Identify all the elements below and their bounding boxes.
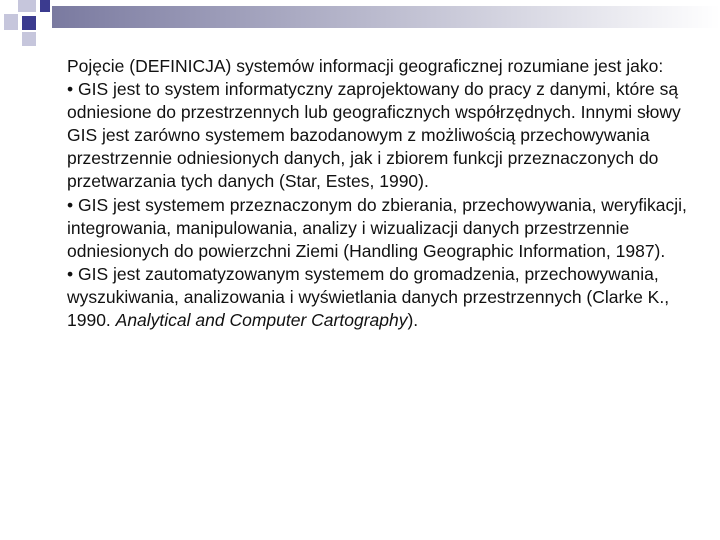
bullet-item-3	[67, 263, 707, 332]
header-gradient-bar	[52, 6, 720, 28]
slide-heading: Pojęcie (DEFINICJA) systemów informacji geograficznej rozumiane jest jako:	[67, 56, 664, 76]
bullet-marker: •	[67, 263, 74, 284]
decor-square-dark-mid	[22, 16, 36, 30]
decor-square-dark-top	[40, 0, 50, 12]
bullet-marker: •	[67, 194, 74, 215]
slide-body	[67, 55, 707, 332]
decor-square-light-bottom	[22, 32, 36, 46]
bullet-item-2	[67, 194, 707, 263]
bullet-marker: •	[67, 79, 74, 100]
bullet-text: GIS jest systemem przeznaczonym do zbierania, przechowywania, weryfikacji, integrowania, manipulowania, analizy i wizualizacji danych przestrzennie odniesionych do powierzchni Ziemi (Handling Geographic Information, 1987).	[67, 194, 687, 261]
bullet-item-1	[67, 78, 707, 193]
book-title: Analytical and Computer Cartography	[115, 310, 408, 331]
decor-square-light-left	[4, 14, 18, 30]
header-decoration	[0, 0, 720, 50]
bullet-text: GIS jest to system informatyczny zaprojektowany do pracy z danymi, które są odniesione do przestrzennych lub geograficznych współrzędnych. Innymi słowy GIS jest zarówno systemem bazodanowym z możliwością przechowywania przestrzennie odniesionych danych, jak i zbiorem funkcji przeznaczonych do przetwarzania tych danych (Star, Estes, 1990).	[67, 79, 681, 192]
bullet-text-before: GIS jest zautomatyzowanym systemem do gromadzenia, przechowywania, wyszukiwania, analizowania i wyświetlania danych przestrzennych (Clarke K., 1990.	[67, 263, 670, 331]
decor-square-light-top	[18, 0, 36, 12]
bullet-text-after: ).	[407, 310, 419, 331]
